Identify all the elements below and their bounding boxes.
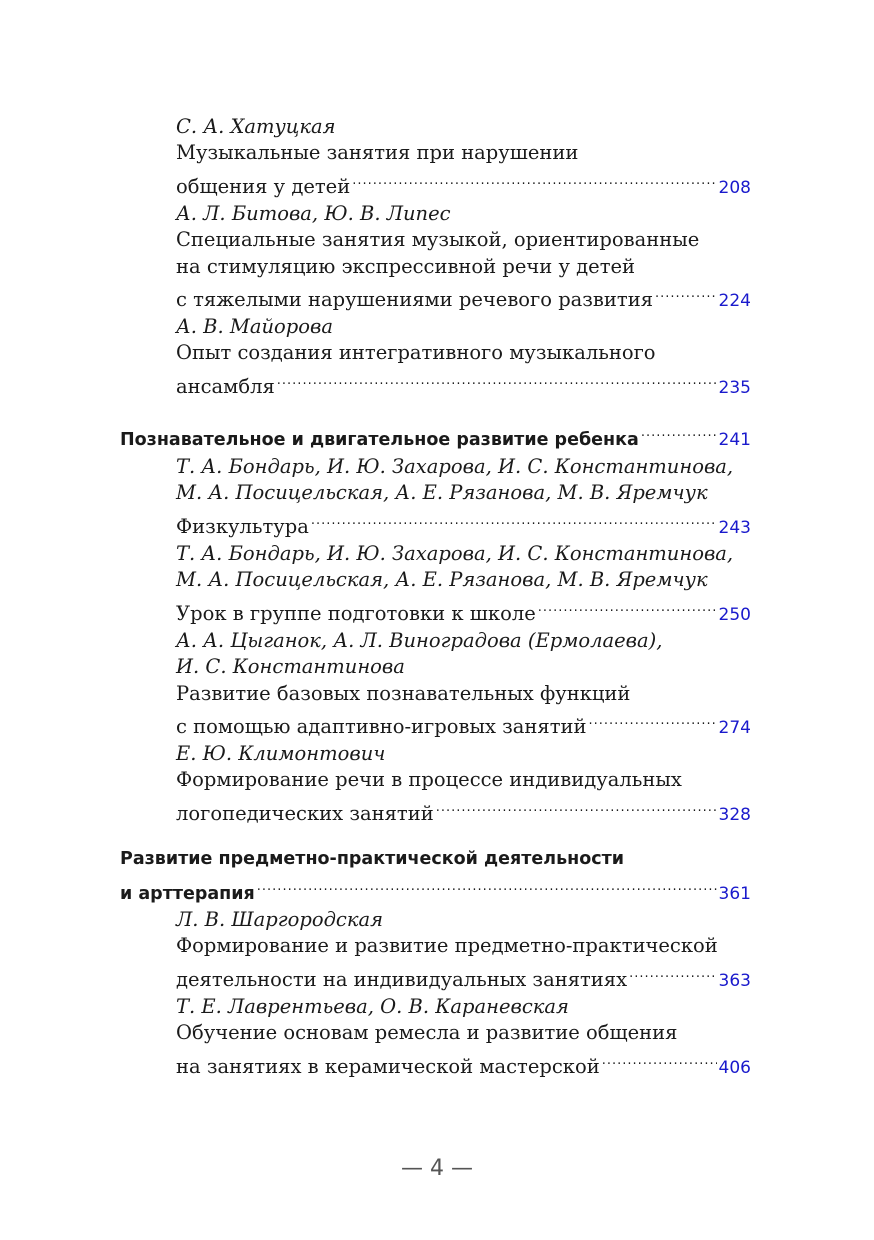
entry-title-line: логопедических занятий: [176, 801, 434, 825]
entry-authors: Т. А. Бондарь, И. Ю. Захарова, И. С. Константинова,: [176, 455, 734, 478]
toc-entry[interactable]: [176, 994, 751, 1078]
entry-title-line: Формирование и развитие предметно-практической: [176, 934, 718, 958]
dot-leader: [257, 872, 717, 898]
entry-title-line: Специальные занятия музыкой, ориентированные: [176, 228, 700, 252]
dot-leader: [311, 507, 717, 533]
entry-last-line: [176, 1047, 751, 1078]
toc-entry[interactable]: [176, 114, 751, 198]
dot-leader: [655, 280, 717, 306]
dot-leader: [352, 167, 716, 193]
entry-title-line: на стимуляцию экспрессивной речи у детей: [176, 254, 636, 278]
entry-authors: А. А. Цыганок, А. Л. Виноградова (Ермолаева),: [176, 629, 663, 652]
entry-last-line: [176, 794, 751, 825]
entry-authors: М. А. Посицельская, А. Е. Рязанова, М. В. Яремчук: [176, 568, 708, 592]
entry-authors: Л. В. Шаргородская: [176, 908, 384, 931]
dot-leader: [436, 794, 717, 820]
entry-authors: Е. Ю. Климонтович: [176, 742, 386, 765]
section-last-line: [120, 419, 751, 451]
section-title: Развитие предметно-практической деятельности: [120, 849, 625, 869]
dot-leader: [538, 594, 717, 620]
toc-entry[interactable]: [176, 628, 751, 739]
entry-last-line: [176, 507, 751, 538]
page-number[interactable]: 241: [718, 430, 751, 451]
page-number[interactable]: 208: [718, 177, 751, 198]
dot-leader: [641, 419, 717, 445]
entry-last-line: [176, 960, 751, 991]
dot-leader: [602, 1047, 717, 1073]
toc-entry[interactable]: [176, 907, 751, 991]
dot-leader: [589, 707, 717, 733]
entry-title-line: Формирование речи в процессе индивидуальных: [176, 768, 682, 792]
entry-title-line: с помощью адаптивно-игровых занятий: [176, 715, 587, 739]
entry-title-line: Музыкальные занятия при нарушении: [176, 141, 579, 165]
page-number[interactable]: 328: [718, 804, 751, 825]
entry-title-line: Урок в группе подготовки к школе: [176, 601, 536, 625]
entry-authors: А. Л. Битова, Ю. В. Липес: [176, 202, 451, 225]
toc-entry[interactable]: [176, 541, 751, 625]
entry-authors: С. А. Хатуцкая: [176, 115, 336, 138]
entry-authors: Т. А. Бондарь, И. Ю. Захарова, И. С. Константинова,: [176, 542, 734, 565]
page-number[interactable]: 363: [718, 970, 751, 991]
entry-last-line: [176, 594, 751, 625]
section-heading[interactable]: [120, 419, 751, 451]
page-folio: — 4 —: [401, 1156, 473, 1181]
entry-title-line: ансамбля: [176, 374, 275, 398]
entry-title-line: общения у детей: [176, 174, 351, 198]
page-number[interactable]: 406: [718, 1057, 751, 1078]
entry-title-line: деятельности на индивидуальных занятиях: [176, 967, 628, 991]
toc-entry[interactable]: [176, 201, 751, 312]
page-number[interactable]: 235: [718, 377, 751, 398]
entry-title-line: на занятиях в керамической мастерской: [176, 1054, 600, 1078]
entry-authors: Т. Е. Лаврентьева, О. В. Караневская: [176, 995, 569, 1018]
section-last-line: [120, 872, 751, 904]
page-number[interactable]: 224: [718, 291, 751, 312]
page-number[interactable]: 274: [718, 718, 751, 739]
entry-title-line: Физкультура: [176, 514, 309, 538]
entry-last-line: [176, 707, 751, 739]
toc-entry[interactable]: [176, 454, 751, 538]
toc-entry[interactable]: [176, 314, 751, 398]
section-title: и арттерапия: [120, 883, 255, 904]
page-number[interactable]: 250: [718, 604, 751, 625]
dot-leader: [629, 960, 716, 986]
toc-entry[interactable]: [176, 741, 751, 825]
page-number[interactable]: 361: [718, 883, 751, 904]
entry-authors: А. В. Майорова: [176, 315, 333, 338]
section-heading[interactable]: [120, 846, 751, 904]
entry-title-line: Развитие базовых познавательных функций: [176, 681, 631, 705]
entry-authors: И. С. Константинова: [176, 655, 405, 679]
entry-title-line: Обучение основам ремесла и развитие общения: [176, 1021, 678, 1045]
page-number[interactable]: 243: [718, 517, 751, 538]
entry-last-line: [176, 280, 751, 312]
entry-title-line: Опыт создания интегративного музыкального: [176, 341, 656, 365]
dot-leader: [277, 367, 717, 393]
entry-last-line: [176, 167, 751, 198]
entry-title-line: с тяжелыми нарушениями речевого развития: [176, 288, 653, 312]
entry-authors: М. А. Посицельская, А. Е. Рязанова, М. В. Яремчук: [176, 481, 708, 505]
section-title: Познавательное и двигательное развитие ребенка: [120, 430, 639, 451]
entry-last-line: [176, 367, 751, 398]
